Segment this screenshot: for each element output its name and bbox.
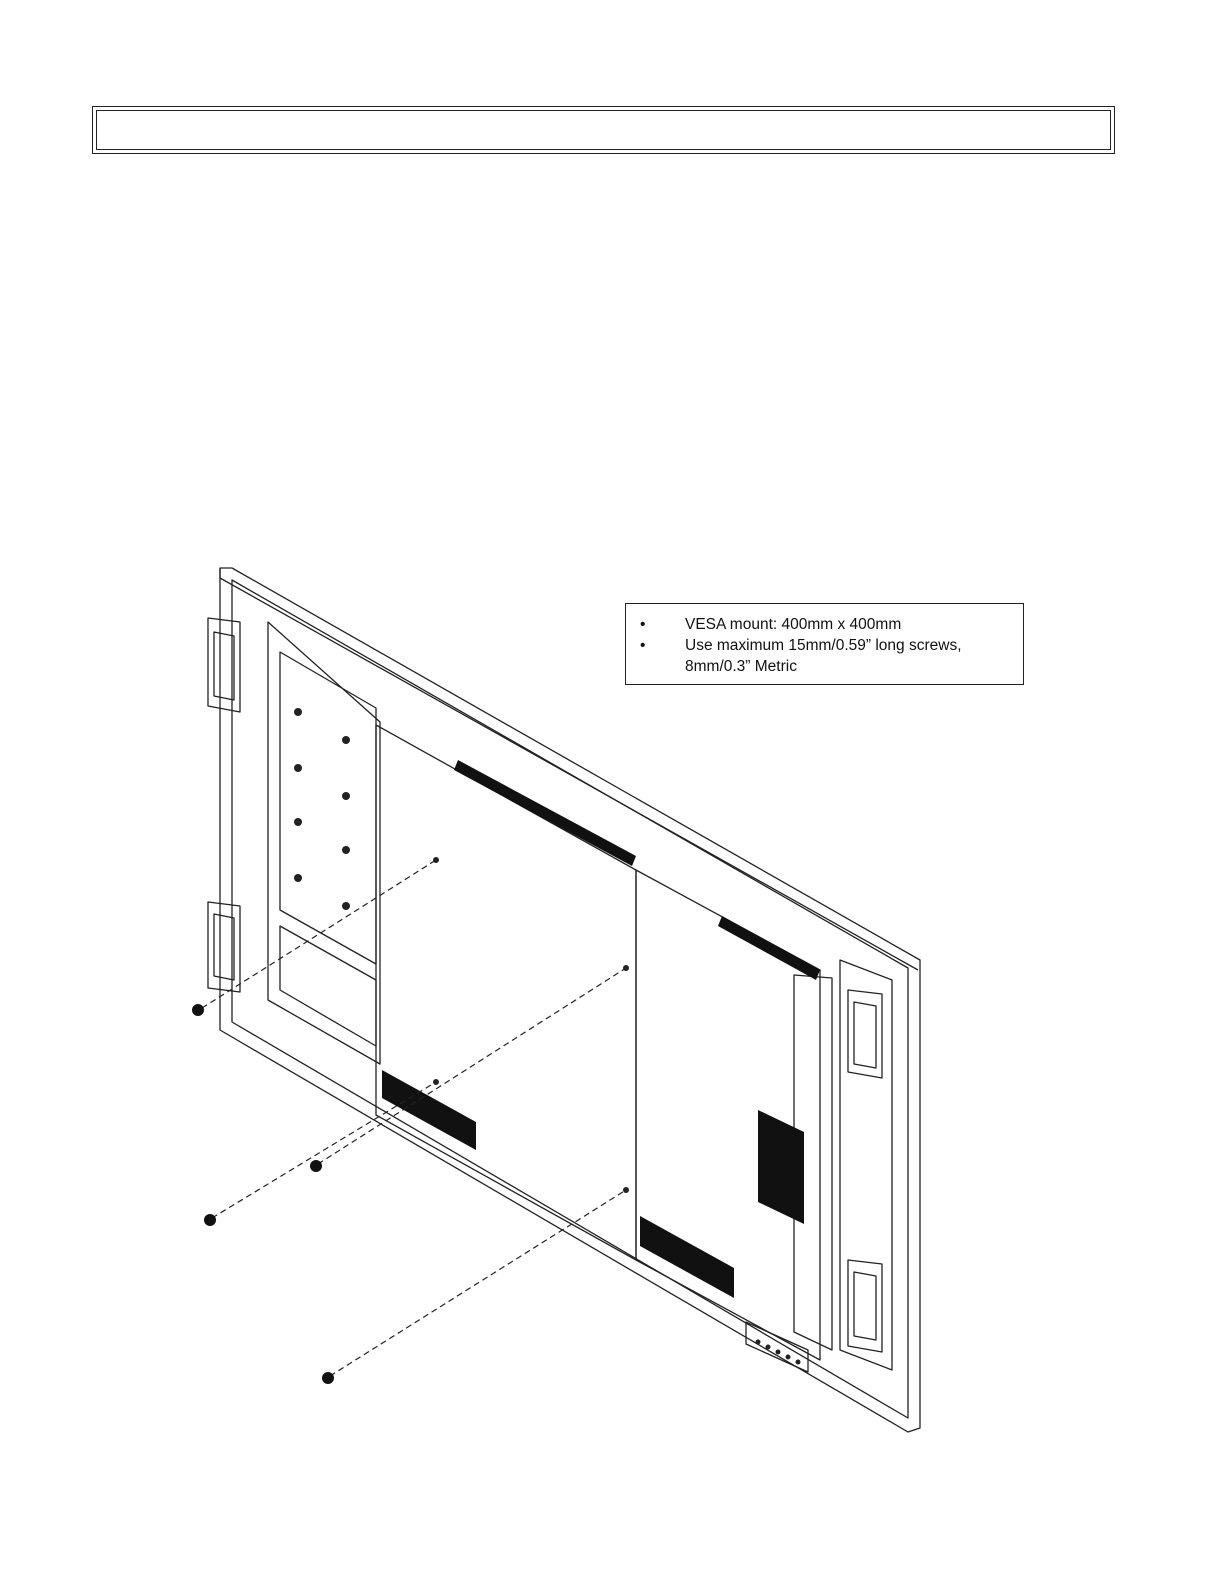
back-cover-left [376, 725, 636, 1260]
vesa-callout-box [625, 603, 1024, 685]
mount-hole [342, 902, 350, 910]
mount-hole [294, 818, 302, 826]
rear-recess-frame [268, 622, 380, 1064]
guide-line-2 [212, 1082, 436, 1218]
vesa-size-text: VESA mount: 400mm x 400mm [685, 616, 902, 633]
mount-hole [294, 874, 302, 882]
vent-bottom-right [640, 1216, 734, 1298]
guide-line-1 [202, 860, 436, 1008]
display-rear-icon [180, 560, 940, 1440]
vesa-callout-item [640, 614, 1013, 635]
vent-side [758, 1110, 804, 1224]
screw-spec-text: Use maximum 15mm/0.59” long screws, 8mm/0.3” Metric [685, 637, 962, 675]
handle-bottom-left-grip [214, 914, 234, 980]
mount-hole [294, 708, 302, 716]
keypad-button [756, 1340, 761, 1345]
vesa-callout-list [640, 614, 1013, 677]
mount-hole [342, 736, 350, 744]
bullet-icon: • [640, 637, 646, 654]
guide-line-4 [330, 1190, 626, 1376]
vesa-hole-4 [623, 1187, 629, 1193]
control-keypad [746, 1322, 808, 1372]
vesa-callout-item [640, 635, 1013, 677]
handle-top-left-grip [214, 632, 234, 700]
mount-hole [342, 792, 350, 800]
keypad-button [796, 1360, 801, 1365]
display-inner-frame [232, 580, 908, 1418]
handle-top-right-grip [854, 1002, 876, 1068]
section-title-inner-border [96, 110, 1111, 150]
vesa-hole-1 [433, 857, 439, 863]
bullet-icon: • [640, 616, 646, 633]
keypad-button [766, 1345, 771, 1350]
handle-top-right [848, 990, 882, 1078]
display-outer-frame [220, 568, 920, 1432]
vent-top-right [718, 916, 820, 980]
screw-icon [192, 1004, 204, 1016]
keypad-button [776, 1350, 781, 1355]
rear-recess-inner [280, 652, 376, 964]
mount-hole [342, 846, 350, 854]
rear-recess-lower [280, 926, 376, 1046]
keypad-button [786, 1355, 791, 1360]
screw-icon [204, 1214, 216, 1226]
vent-top-left [454, 760, 636, 866]
screw-icon [322, 1372, 334, 1384]
screw-icon [310, 1160, 322, 1172]
section-title-box [92, 106, 1115, 154]
vesa-mount-diagram [180, 560, 940, 1440]
mount-hole [294, 764, 302, 772]
handle-bottom-right-grip [854, 1272, 876, 1340]
